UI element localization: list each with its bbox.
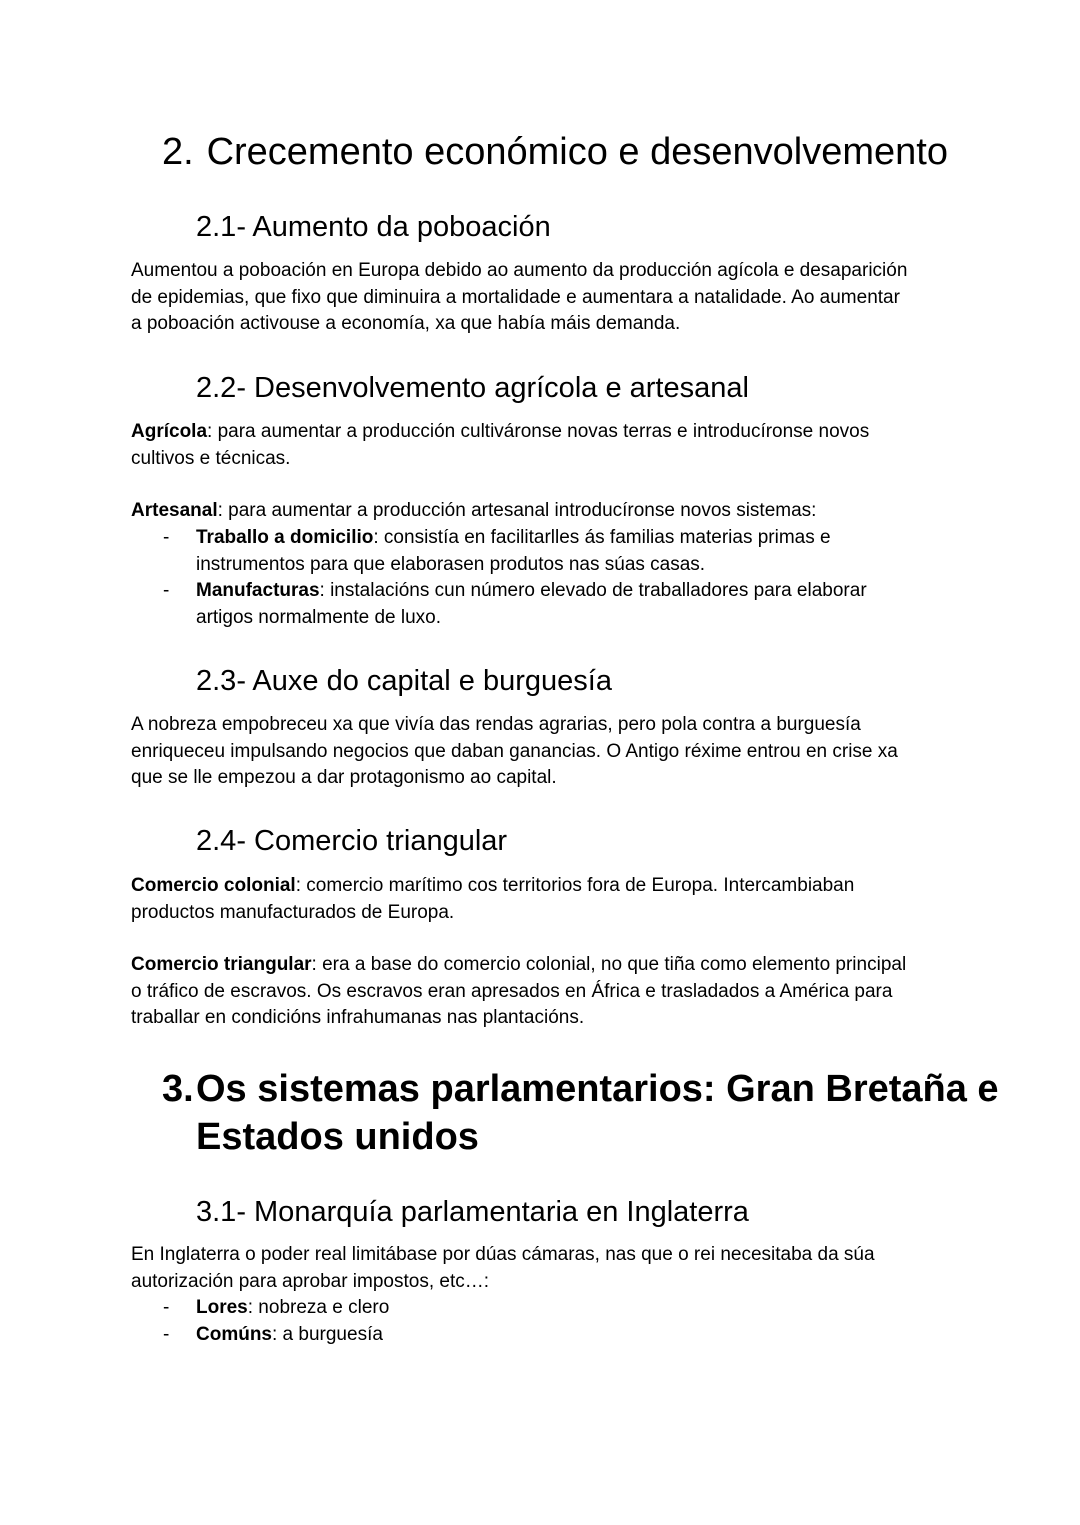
agricola-paragraph <box>131 419 961 472</box>
comercio-colonial-text: : comercio marítimo cos territorios fora de Europa. Intercambiaban <box>295 875 855 896</box>
list-item-term: Manufacturas <box>196 580 320 601</box>
list-dash: - <box>163 527 170 548</box>
artesanal-paragraph <box>131 498 961 525</box>
list-item-text: : consistía en facilitarlles ás familias materias primas e <box>373 527 831 548</box>
comercio-colonial-paragraph <box>131 873 961 926</box>
comercio-triangular-text-cont: traballar en condicións infrahumanas nas plantacións. <box>131 1007 585 1028</box>
comercio-colonial-term: Comercio colonial <box>131 875 296 896</box>
list-item-term: Comúns <box>196 1323 272 1345</box>
agricola-text-cont: cultivos e técnicas. <box>131 447 291 469</box>
subsection-2-1-heading: 2.1- Aumento da poboación <box>196 211 551 243</box>
subsection-3-1-paragraph <box>131 1242 961 1295</box>
list-item <box>131 578 961 631</box>
list-item-text: : instalacións cun número elevado de traballadores para elaborar <box>319 580 867 601</box>
paragraph-line: que se lle empezou a dar protagonismo ao capital. <box>131 767 557 788</box>
agricola-term: Agrícola <box>131 421 208 442</box>
paragraph-line: enriqueceu impulsando negocios que daban ganancias. O Antigo réxime entrou en crise xa <box>131 740 898 762</box>
list-item-text-cont: artigos normalmente de luxo. <box>196 606 442 628</box>
subsection-2-3-heading: 2.3- Auxe do capital e burguesía <box>196 665 612 697</box>
list-item-text-cont: instrumentos para que elaborasen produtos nas súas casas. <box>196 553 706 575</box>
comercio-triangular-text: : era a base do comercio colonial, no que tiña como elemento principal <box>311 954 907 975</box>
list-dash: - <box>163 580 170 601</box>
list-item-term: Traballo a domicilio <box>196 527 374 548</box>
subsection-2-2-heading: 2.2- Desenvolvemento agrícola e artesanal <box>196 372 749 404</box>
section-3-title-cont: Estados unidos <box>196 1116 479 1158</box>
list-item-text: : nobreza e clero <box>247 1297 390 1318</box>
paragraph-line: autorización para aprobar impostos, etc…: <box>131 1270 490 1292</box>
paragraph-line: de epidemias, que fixo que diminuira a mortalidade e aumentara a natalidade. Ao aumentar <box>131 286 900 308</box>
list-item-term: Lores <box>196 1297 248 1318</box>
comercio-triangular-text-cont: o tráfico de escravos. Os escravos eran apresados en África e trasladados a América para <box>131 980 893 1002</box>
paragraph-line: A nobreza empobreceu xa que vivía das rendas agrarias, pero pola contra a burguesía <box>131 714 861 735</box>
section-2-number: 2. <box>162 131 194 173</box>
paragraph-line: En Inglaterra o poder real limitábase por dúas cámaras, nas que o rei necesitaba da súa <box>131 1244 875 1265</box>
list-dash: - <box>163 1323 170 1345</box>
list-dash: - <box>163 1297 170 1318</box>
comercio-triangular-term: Comercio triangular <box>131 954 312 975</box>
paragraph-line: Aumentou a poboación en Europa debido ao aumento da producción agícola e desaparición <box>131 260 908 281</box>
section-2-title: Crecemento económico e desenvolvemento <box>206 131 948 173</box>
paragraph-line: a poboación activouse a economía, xa que había máis demanda. <box>131 313 681 334</box>
agricola-text: : para aumentar a producción cultiváronse novas terras e introducíronse novos <box>207 421 870 442</box>
list-item-text: : a burguesía <box>272 1323 383 1345</box>
camaras-list <box>131 1295 961 1348</box>
list-item <box>131 525 961 578</box>
section-3-heading <box>162 1065 999 1161</box>
comercio-triangular-paragraph <box>131 952 961 1032</box>
section-3-title: Os sistemas parlamentarios: Gran Bretaña e <box>196 1068 999 1110</box>
artesanal-list <box>131 525 961 631</box>
subsection-2-1-paragraph <box>131 258 961 338</box>
subsection-3-1-heading: 3.1- Monarquía parlamentaria en Inglaterra <box>196 1196 749 1228</box>
subsection-2-3-paragraph <box>131 712 961 792</box>
list-item <box>131 1322 961 1349</box>
section-2-heading <box>162 128 948 176</box>
subsection-2-4-heading: 2.4- Comercio triangular <box>196 825 508 857</box>
comercio-colonial-text-cont: productos manufacturados de Europa. <box>131 901 455 923</box>
section-3-number: 3. <box>162 1068 194 1110</box>
artesanal-term: Artesanal <box>131 500 218 521</box>
list-item <box>131 1295 961 1322</box>
artesanal-text: : para aumentar a producción artesanal introducíronse novos sistemas: <box>217 500 817 521</box>
